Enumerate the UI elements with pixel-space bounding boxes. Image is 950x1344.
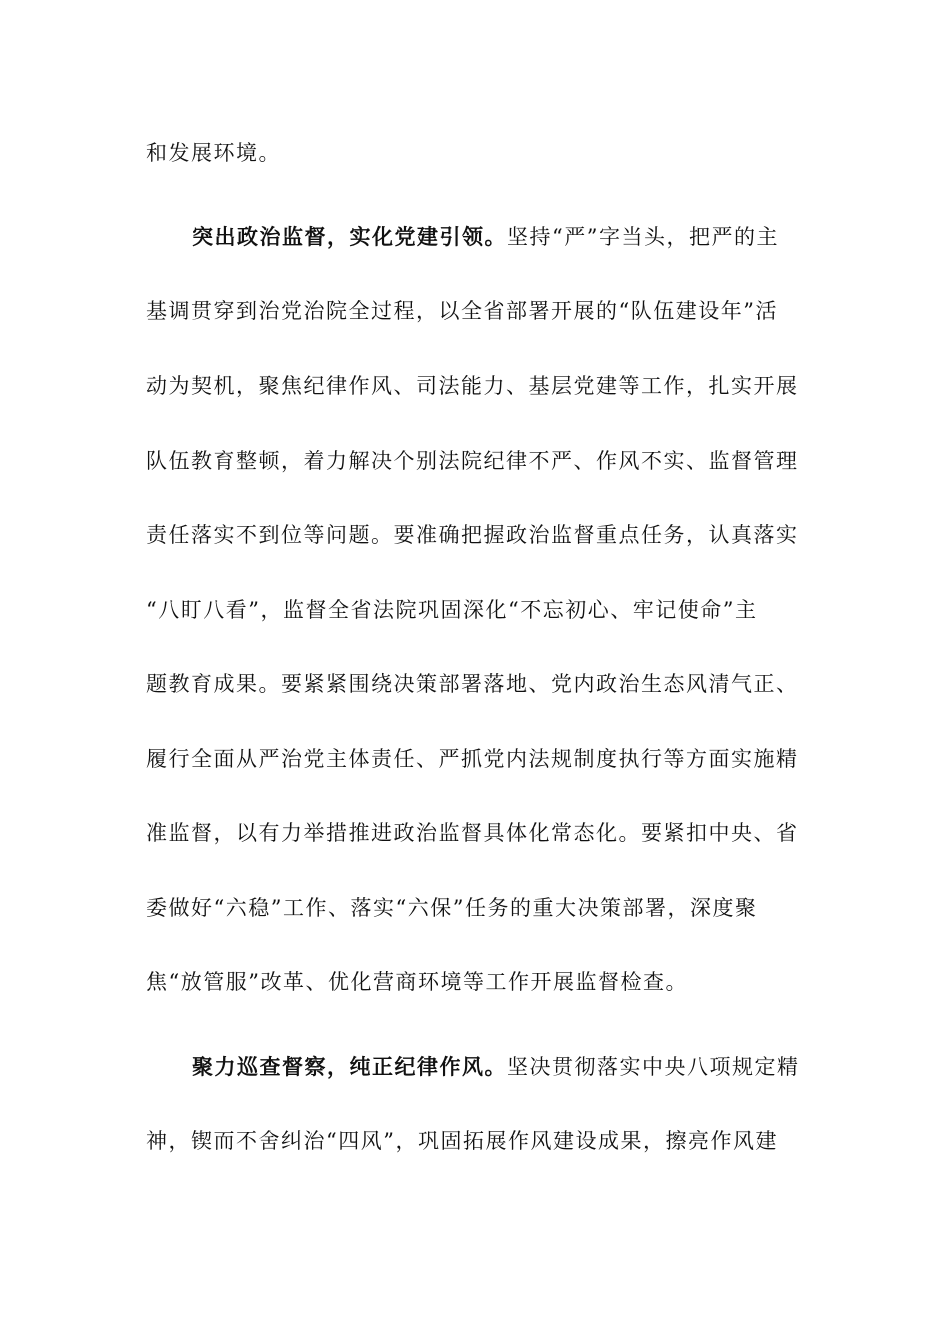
line-text: 动为契机，聚焦纪律作风、司法能力、基层党建等工作，扎实开展	[146, 374, 799, 398]
line-text: 委做好“六稳”工作、落实“六保”任务的重大决策部署，深度聚	[146, 896, 758, 920]
line-text: 履行全面从严治党主体责任、严抓党内法规制度执行等方面实施精	[146, 747, 799, 771]
text-line	[146, 446, 806, 476]
line-text: 焦“放管服”改革、优化营商环境等工作开展监督检查。	[146, 970, 688, 994]
line-text: 坚决贯彻落实中央八项规定精	[507, 1055, 800, 1079]
text-line	[146, 138, 806, 168]
text-line	[146, 893, 806, 923]
paragraph-2-first-line	[192, 1052, 806, 1082]
text-line	[146, 818, 806, 848]
line-text: 坚持“严”字当头，把严的主	[507, 225, 779, 249]
line-text: 和发展环境。	[146, 141, 281, 165]
text-line	[146, 967, 806, 997]
paragraph-1-heading: 突出政治监督，实化党建引领。	[192, 224, 507, 249]
line-text: 队伍教育整顿，着力解决个别法院纪律不严、作风不实、监督管理	[146, 449, 799, 473]
text-line	[146, 744, 806, 774]
text-line	[146, 296, 806, 326]
paragraph-2-heading: 聚力巡查督察，纯正纪律作风。	[192, 1054, 507, 1079]
line-text: 题教育成果。要紧紧围绕决策部署落地、党内政治生态风清气正、	[146, 672, 799, 696]
line-text: 准监督，以有力举措推进政治监督具体化常态化。要紧扣中央、省	[146, 821, 799, 845]
text-line	[146, 1126, 806, 1156]
text-line	[146, 520, 806, 550]
line-text: 基调贯穿到治党治院全过程，以全省部署开展的“队伍建设年”活	[146, 299, 778, 323]
line-text: 神，锲而不舍纠治“四风”，巩固拓展作风建设成果，擦亮作风建	[146, 1129, 778, 1153]
line-text: 责任落实不到位等问题。要准确把握政治监督重点任务，认真落实	[146, 523, 799, 547]
text-line	[146, 371, 806, 401]
line-text: “八盯八看”，监督全省法院巩固深化“不忘初心、牢记使命”主	[146, 598, 758, 622]
text-line	[146, 669, 806, 699]
text-line	[146, 595, 806, 625]
paragraph-1-first-line	[192, 222, 806, 252]
